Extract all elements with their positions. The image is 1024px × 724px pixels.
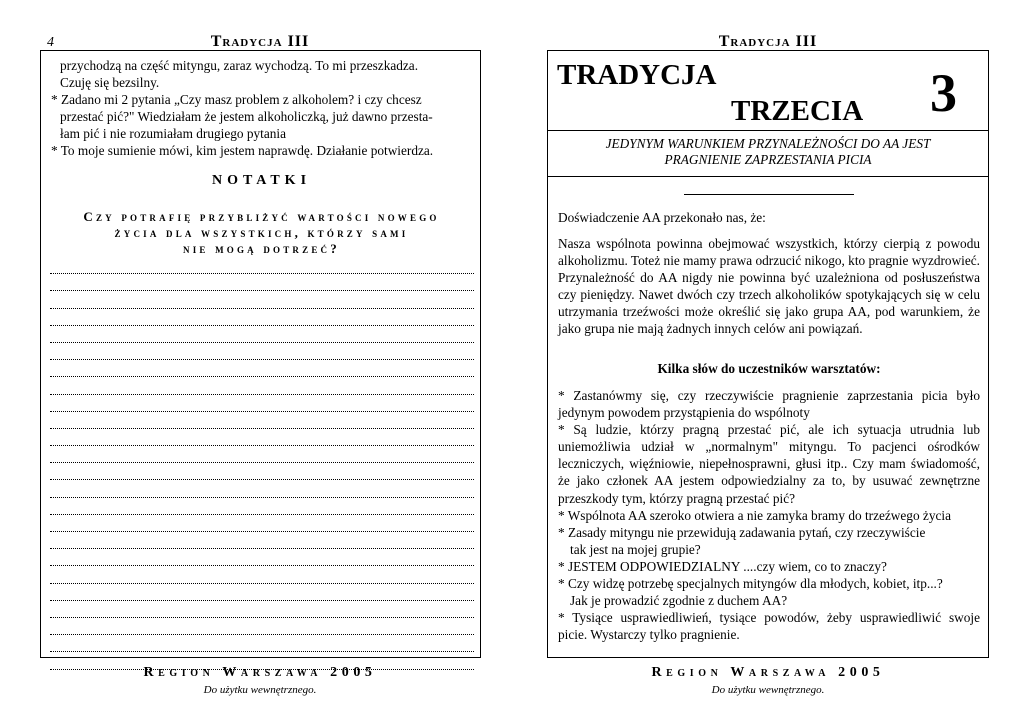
list-item: * Zasady mityngu nie przewidują zadawania pytań, czy rzeczywiście [558,524,926,540]
note-line[interactable] [50,412,474,429]
note-line[interactable] [50,498,474,515]
body-paragraph: Nasza wspólnota powinna obejmować wszystkich, którzy cierpią z powodu alkoholizmu. Toteż nie mamy prawa odrzucić nikogo, kto pragnie wyzdrowieć. Przynależność do AA nigdy nie powinna być uzależniona od posłuszeństwa czy pieniędzy. Nawet dwóch czy trzech alkoholików spotykających się w celu utrzymania trzeźwości może określić się jako grupa AA, pod warunkiem, że jako grupa nie mają żadnych innych celów ani powiązań. [558,236,980,337]
notes-heading: NOTATKI [211,173,312,188]
note-line[interactable] [50,274,474,291]
continued-text [51,57,473,159]
workshop-heading: Kilka słów do uczestników warsztatów: [657,361,881,376]
note-line[interactable] [50,584,474,601]
page-number: 4 [47,35,54,50]
title-line-1: TRADYCJA [557,59,717,91]
intro-text: Doświadczenie AA przekonało nas, że: [558,210,766,225]
workshop-list [558,387,980,643]
condition-line: JEDYNYM WARUNKIEM PRZYNALEŻNOŚCI DO AA JEST [605,136,931,151]
list-item: * Tysiące usprawiedliwień, tysiące powodów, żeby usprawiedliwić swoje picie. Wystarczy tylko pragnienie. [558,610,980,643]
text-line: przestać pić?" Wiedziałam że jestem alkoholiczką, już dawno przesta- [60,109,433,124]
running-head-right: Tradycja III [718,33,818,50]
footer-left: Region Warszawa 2005 [143,665,377,680]
list-item: * Czy widzę potrzebę specjalnych mityngów dla młodych, kobiet, itp...? [558,576,943,592]
note-line[interactable] [50,326,474,343]
note-line[interactable] [50,429,474,446]
note-line[interactable] [50,618,474,635]
text-line: przychodzą na część mityngu, zaraz wychodzą. To mi przeszkadza. [60,58,419,73]
condition-line: PRAGNIENIE ZAPRZESTANIA PICIA [664,152,872,167]
running-head-left: Tradycja III [210,33,310,50]
question [41,209,482,257]
question-line: życia dla wszystkich, którzy sami [114,225,409,240]
footer-sub-right: Do użytku wewnętrznego. [711,684,825,696]
text-line: łam pić i nie rozumiałam drugiego pytania [60,126,286,141]
text-line: * To moje sumienie mówi, kim jestem naprawdę. Działanie potwierdza. [51,143,434,158]
title-number: 3 [930,63,957,123]
note-line[interactable] [50,309,474,326]
note-line[interactable] [50,360,474,377]
divider [684,194,854,195]
note-line[interactable] [50,257,474,274]
title-line-2: TRZECIA [731,95,864,127]
left-page-frame [40,50,481,658]
note-line[interactable] [50,566,474,583]
note-line[interactable] [50,291,474,308]
note-line[interactable] [50,635,474,652]
list-item: Jak je prowadzić zgodnie z duchem AA? [570,593,788,609]
note-line[interactable] [50,601,474,618]
text-line: Czuję się bezsilny. [60,75,160,90]
notes-lines [50,257,474,670]
title-box [548,51,988,131]
note-line[interactable] [50,549,474,566]
note-line[interactable] [50,343,474,360]
right-page-frame [547,50,989,658]
note-line[interactable] [50,395,474,412]
text-line: * Zadano mi 2 pytania „Czy masz problem z alkoholem? i czy chcesz [51,92,422,107]
list-item: * Zastanówmy się, czy rzeczywiście pragnienie zaprzestania picia było jedynym powodem przystąpienia do wspólnoty [558,388,980,421]
note-line[interactable] [50,377,474,394]
list-item: * JESTEM ODPOWIEDZIALNY ....czy wiem, co to znaczy? [558,558,887,574]
list-item: tak jest na mojej grupie? [570,541,701,557]
note-line[interactable] [50,480,474,497]
footer-right: Region Warszawa 2005 [651,665,885,680]
footer-sub-left: Do użytku wewnętrznego. [203,684,317,696]
list-item: * Są ludzie, którzy pragną przestać pić, ale ich sytuacja utrudnia lub uniemożliwia udział w „normalnym" mityngu. To pacjenci ośrodków leczniczych, więźniowie, niepełnosprawni, głusi itp.. Czy mam świadomość, że jako członek AA jestem odpowiedzialny za to, by usuwać zewnętrzne przeszkody tym, którzy pragną przestać pić? [558,422,980,506]
list-item: * Wspólnota AA szeroko otwiera a nie zamyka bramy do trzeźwego życia [558,507,951,523]
condition-box [548,131,988,177]
question-line: nie mogą dotrzeć? [183,241,340,256]
note-line[interactable] [50,515,474,532]
note-line[interactable] [50,463,474,480]
note-line[interactable] [50,532,474,549]
note-line[interactable] [50,446,474,463]
question-line: Czy potrafię przybliżyć wartości nowego [83,209,440,224]
